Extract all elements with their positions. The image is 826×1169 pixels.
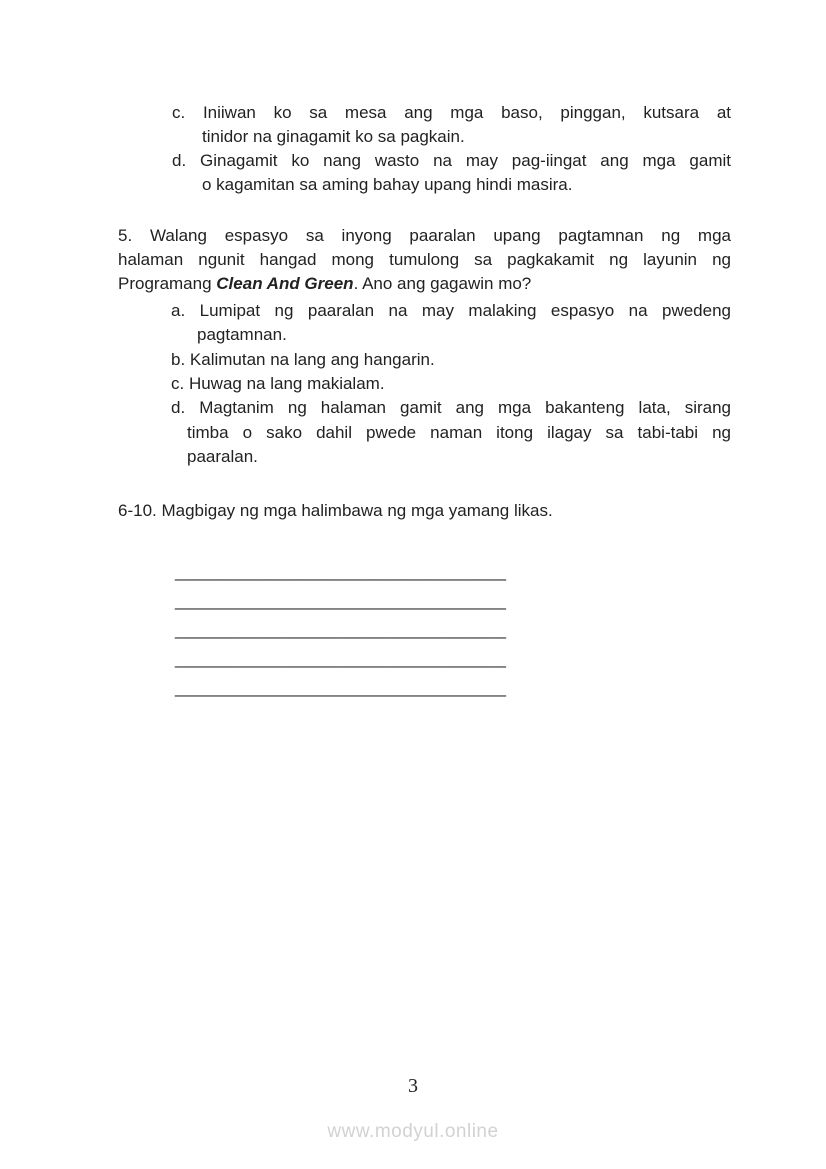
- question-5-stem-line-3: [118, 272, 531, 296]
- question-5-option-a-line-1: a. Lumipat ng paaralan na may malaking espasyo na pwedeng: [171, 301, 731, 320]
- question-4-option-c-line-1: c. Iniiwan ko sa mesa ang mga baso, pinggan, kutsara at: [172, 103, 731, 122]
- question-5-stem-prefix: Programang: [118, 274, 217, 293]
- answer-blank-line: ___________________________________: [175, 620, 506, 639]
- question-5-option-b: b. Kalimutan na lang ang hangarin.: [171, 350, 435, 369]
- question-4-option-d-line-2: o kagamitan sa aming bahay upang hindi masira.: [202, 175, 573, 194]
- question-4-option-c-line-2: tinidor na ginagamit ko sa pagkain.: [202, 127, 465, 146]
- question-4-option-d-line-1: d. Ginagamit ko nang wasto na may pag-iingat ang mga gamit: [172, 151, 731, 170]
- answer-blank-line: ___________________________________: [175, 591, 506, 610]
- question-5-stem-line-1: 5. Walang espasyo sa inyong paaralan upang pagtamnan ng mga: [118, 226, 731, 245]
- question-5-option-d-line-1: d. Magtanim ng halaman gamit ang mga bakanteng lata, sirang: [171, 398, 731, 417]
- answer-blank-line: ___________________________________: [175, 649, 506, 668]
- watermark-text: www.modyul.online: [327, 1121, 499, 1142]
- answer-blanks: [175, 557, 506, 702]
- question-5-option-d-line-2: timba o sako dahil pwede naman itong ilagay sa tabi-tabi ng: [187, 423, 731, 442]
- question-6-10-instruction: 6-10. Magbigay ng mga halimbawa ng mga yamang likas.: [118, 501, 553, 520]
- question-5-option-d-line-3: paaralan.: [187, 447, 258, 466]
- question-5-option-c: c. Huwag na lang makialam.: [171, 374, 385, 393]
- answer-blank-line: ___________________________________: [175, 678, 506, 697]
- page-number: 3: [408, 1075, 418, 1097]
- program-name-emphasis: Clean And Green: [216, 274, 354, 293]
- question-5-stem-line-2: halaman ngunit hangad mong tumulong sa pagkakamit ng layunin ng: [118, 250, 731, 269]
- answer-blank-line: ___________________________________: [175, 562, 506, 581]
- question-5-stem-suffix: . Ano ang gagawin mo?: [353, 274, 532, 293]
- question-5-option-a-line-2: pagtamnan.: [197, 325, 287, 344]
